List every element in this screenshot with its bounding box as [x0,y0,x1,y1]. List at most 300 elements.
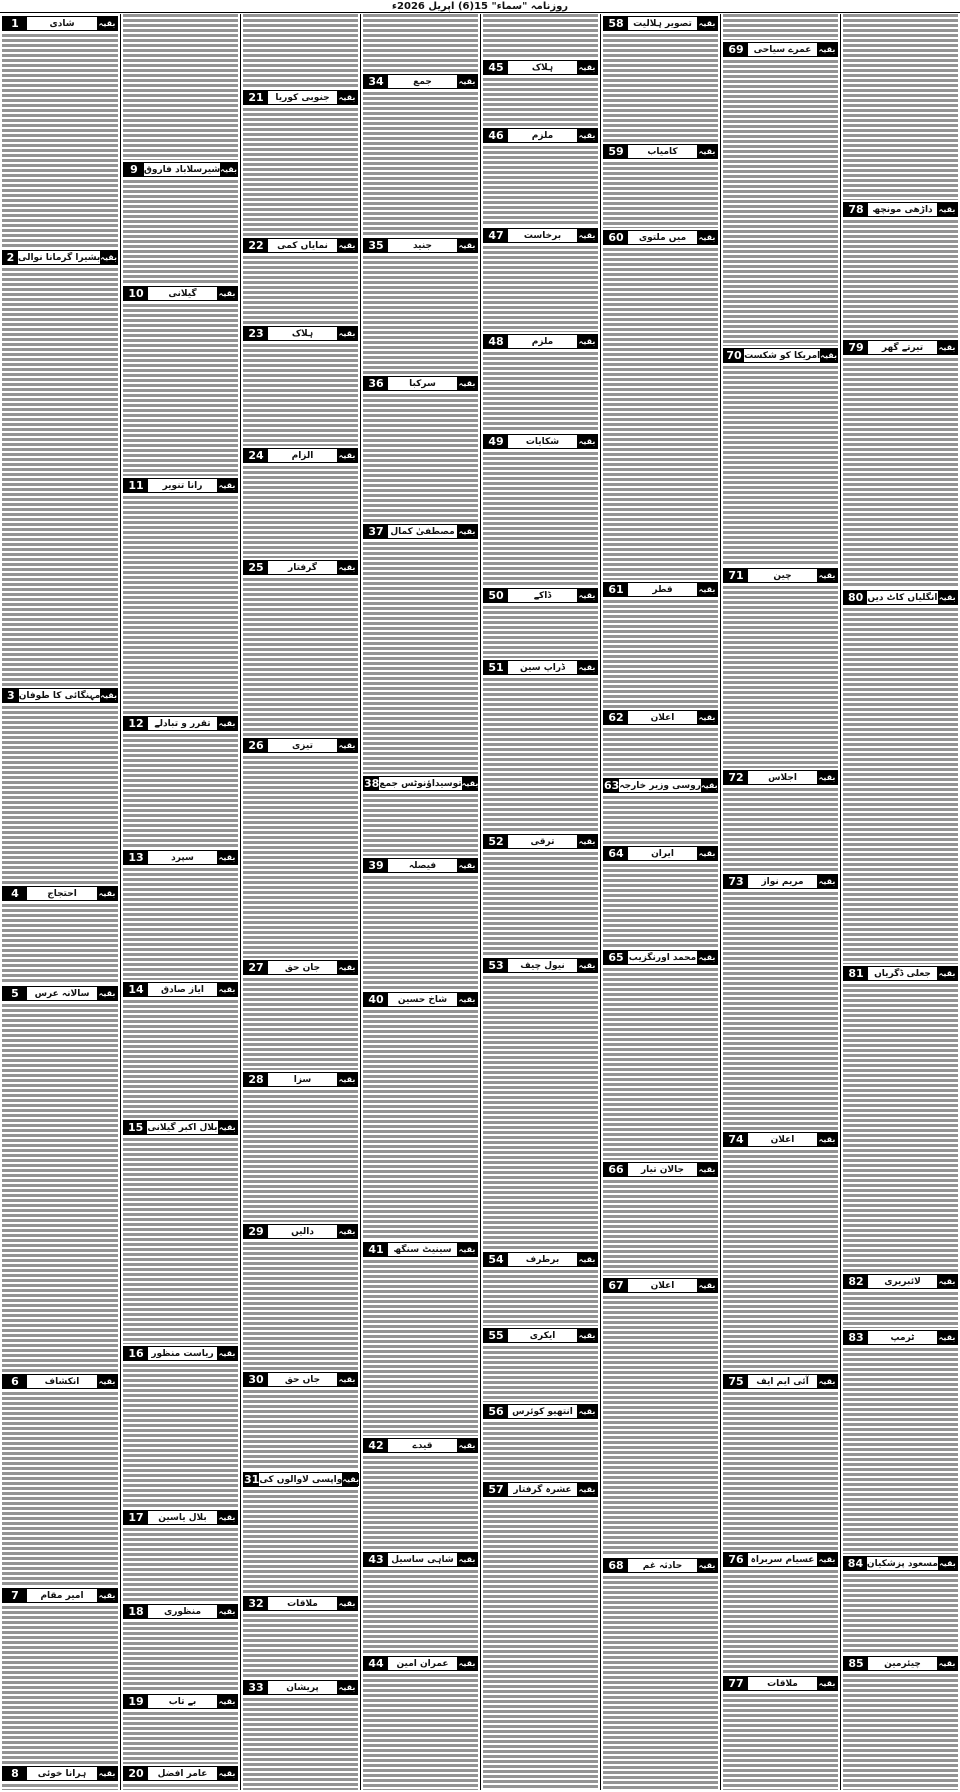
item-title: ریاست منظور [151,1348,214,1359]
continued-label: بقیہ [458,379,476,388]
item-header [123,982,238,997]
continued-label: بقیہ [938,205,956,214]
continued-label: بقیہ [578,1485,596,1494]
item-header [723,874,838,889]
continuation-item [483,226,598,332]
body-text [483,352,598,432]
item-header [243,560,358,575]
item-number: 33 [244,1681,268,1694]
continuation-item [123,1508,238,1602]
continuation-item [363,1654,478,1790]
item-title: عمرے سیاحی [753,44,812,55]
continued-label: بقیہ [342,1475,360,1484]
body-text [363,14,478,72]
item-header [483,334,598,349]
continued-label: بقیہ [578,591,596,600]
body-text [2,904,118,984]
item-header [483,228,598,243]
item-title: امیر مقام [40,1590,84,1601]
continued-label: بقیہ [100,691,117,700]
item-title: عامر افضل [157,1768,208,1779]
body-text [843,1674,958,1790]
body-text [2,1004,118,1372]
item-number: 57 [484,1483,508,1496]
item-header [603,582,718,597]
continuation-item [363,72,478,236]
item-header [603,778,718,793]
continued-label: بقیہ [818,1135,836,1144]
item-title: برخاست [523,230,562,241]
continued-label: بقیہ [938,593,956,602]
continued-label: بقیہ [698,147,716,156]
item-header [483,1328,598,1343]
item-header [2,986,118,1001]
continued-label: بقیہ [98,1591,116,1600]
item-number: 2 [3,251,18,264]
item-header [2,886,118,901]
continuation-item [723,1372,838,1550]
continuation-item [603,228,718,580]
continued-label: بقیہ [818,773,836,782]
continued-label: بقیہ [578,63,596,72]
item-number: 14 [124,983,148,996]
continued-text-block [243,14,358,88]
item-number: 32 [244,1597,268,1610]
continued-label: بقیہ [578,337,596,346]
body-text [123,14,238,160]
item-title: روسی وزیر خارجہ [619,780,701,791]
item-header [603,846,718,861]
item-number: 13 [124,851,148,864]
continuation-item [243,1594,358,1678]
continuation-item [843,1328,958,1554]
continued-label: بقیہ [218,719,236,728]
item-number: 21 [244,91,268,104]
item-number: 67 [604,1279,628,1292]
item-title: داڑھی مونچھ [872,204,933,215]
continuation-item [2,14,118,248]
body-text [123,180,238,284]
item-title: ایاز صادق [161,984,204,995]
continued-label: بقیہ [578,1331,596,1340]
continued-label: بقیہ [218,1769,236,1778]
body-text [2,706,118,884]
item-header [363,74,478,89]
body-text [603,968,718,1160]
continuation-item [603,1556,718,1790]
body-text [843,220,958,338]
item-number: 52 [484,835,508,848]
item-title: جنوبی کوریا [275,92,330,103]
item-number: 53 [484,959,508,972]
continuation-item [123,848,238,980]
item-title: جان حق [284,962,321,973]
continued-label: بقیہ [218,985,236,994]
item-title: شاہی ساسیل [391,1554,454,1565]
item-header [603,230,718,245]
item-header [843,1556,958,1571]
item-header [243,960,358,975]
body-text [603,1576,718,1790]
item-header [123,478,238,493]
body-text [483,678,598,832]
item-header [123,286,238,301]
item-number: 47 [484,229,508,242]
item-header [2,688,118,703]
body-text [243,108,358,236]
continued-label: بقیہ [818,1555,836,1564]
item-header [723,568,838,583]
item-title: شاخ حسین [397,994,448,1005]
masthead-title: روزنامہ "سماء" 15(6) اپریل 2026ء [391,0,569,12]
body-text [483,1346,598,1402]
body-text [483,606,598,658]
news-column [600,14,720,1790]
continued-label: بقیہ [461,779,479,788]
item-title: ملاقات [767,1678,798,1689]
continued-label: بقیہ [98,1377,116,1386]
item-number: 81 [844,967,868,980]
item-number: 11 [124,479,148,492]
item-number: 26 [244,739,268,752]
body-text [723,1392,838,1550]
continued-label: بقیہ [458,527,476,536]
news-column [840,14,960,1790]
continuation-item [603,844,718,948]
item-number: 8 [3,1767,27,1780]
item-number: 12 [124,717,148,730]
body-text [123,1622,238,1692]
continuation-item [243,446,358,558]
body-text [723,14,838,40]
continued-label: بقیہ [698,1561,716,1570]
item-number: 19 [124,1695,148,1708]
continued-label: بقیہ [98,989,116,998]
continued-label: بقیہ [578,837,596,846]
continuation-item [483,1250,598,1326]
item-header [843,202,958,217]
item-title: جاں حق [284,1374,321,1385]
item-title: میں ملتوی [638,232,687,243]
continued-label: بقیہ [218,1513,236,1522]
item-header [603,1558,718,1573]
continuation-item [363,374,478,522]
item-title: دالیں [291,1226,314,1237]
continued-label: بقیہ [698,849,716,858]
item-header [363,1656,478,1671]
continued-label: بقیہ [578,131,596,140]
body-text [123,496,238,714]
item-number: 75 [724,1375,748,1388]
news-column [720,14,840,1790]
item-header [483,1252,598,1267]
item-title: بلال یاسین [158,1512,207,1523]
continuation-item [723,872,838,1130]
item-number: 69 [724,43,748,56]
continuation-item [363,990,478,1240]
item-header [2,16,118,31]
item-number: 28 [244,1073,268,1086]
item-title: پریشان [286,1682,319,1693]
body-text [363,794,478,856]
item-number: 77 [724,1677,748,1690]
continued-label: بقیہ [698,713,716,722]
continued-label: بقیہ [220,165,237,174]
item-number: 6 [3,1375,27,1388]
item-header [603,16,718,31]
continued-label: بقیہ [578,961,596,970]
continued-label: بقیہ [338,1599,356,1608]
item-title: عشرہ گرفتار [513,1484,572,1495]
body-text [723,586,838,768]
body-text [123,1364,238,1508]
item-title: ترقی [530,836,555,847]
item-title: رانا تنویر [162,480,203,491]
item-number: 61 [604,583,628,596]
continuation-item [363,856,478,990]
item-header [2,1766,118,1781]
item-number: 59 [604,145,628,158]
continuation-item [483,1402,598,1480]
continued-text-block [123,14,238,160]
continued-label: بقیہ [818,1377,836,1386]
continued-label: بقیہ [98,1769,116,1778]
body-text [243,756,358,958]
item-number: 43 [364,1553,388,1566]
continued-label: بقیہ [338,963,356,972]
body-text [723,1150,838,1372]
item-number: 71 [724,569,748,582]
continued-label: بقیہ [98,889,116,898]
item-header [243,90,358,105]
continuation-item [483,956,598,1250]
continuation-item [723,1550,838,1674]
item-header [483,834,598,849]
continued-label: بقیہ [938,1277,956,1286]
continued-label: بقیہ [218,1123,236,1132]
continuation-item [243,88,358,236]
body-text [483,852,598,956]
item-title: اعلان [650,712,675,723]
continued-label: بقیہ [820,351,837,360]
continued-label: بقیہ [218,1697,236,1706]
continued-label: بقیہ [938,1333,956,1342]
item-title: ایران [651,848,674,859]
item-header [243,1072,358,1087]
item-title: جعلی ڈگریاں [874,968,931,979]
body-text [243,1698,358,1790]
continued-label: بقیہ [338,1227,356,1236]
continuation-item [603,142,718,228]
item-header [363,1552,478,1567]
item-header [123,850,238,865]
item-header [363,858,478,873]
item-number: 41 [364,1243,388,1256]
item-title: بے تاب [168,1696,197,1707]
item-number: 35 [364,239,388,252]
item-header [843,590,958,605]
continuation-item [843,1554,958,1654]
body-text [2,1606,118,1764]
item-number: 40 [364,993,388,1006]
item-number: 20 [124,1767,148,1780]
continuation-item [2,686,118,884]
item-header [843,1656,958,1671]
continuation-item [603,776,718,844]
body-text [363,542,478,774]
item-header [2,250,118,265]
continuation-item [243,736,358,958]
continued-label: بقیہ [938,969,956,978]
item-header [2,1374,118,1389]
item-number: 50 [484,589,508,602]
item-number: 85 [844,1657,868,1670]
continuation-item [2,884,118,984]
body-text [843,1348,958,1554]
continuation-item [363,1240,478,1436]
continued-label: بقیہ [338,741,356,750]
item-header [483,958,598,973]
item-number: 46 [484,129,508,142]
item-number: 56 [484,1405,508,1418]
continued-label: بقیہ [938,343,956,352]
continued-text-block [723,14,838,40]
continued-label: بقیہ [698,1281,716,1290]
masthead [0,0,960,13]
continued-label: بقیہ [578,231,596,240]
item-header [603,1278,718,1293]
body-text [363,876,478,990]
item-number: 29 [244,1225,268,1238]
continuation-item [243,1370,358,1470]
continuation-item [2,984,118,1372]
continuation-item [363,522,478,774]
continued-label: بقیہ [338,329,356,338]
item-header [483,60,598,75]
item-header [843,340,958,355]
item-number: 51 [484,661,508,674]
continued-label: بقیہ [458,861,476,870]
item-number: 34 [364,75,388,88]
item-title: چیئرمین [884,1658,921,1669]
item-number: 72 [724,771,748,784]
item-header [723,1374,838,1389]
continuation-item [123,160,238,284]
continuation-item [243,1222,358,1370]
continued-label: بقیہ [338,241,356,250]
continued-label: بقیہ [698,953,716,962]
item-title: تقرر و تبادلے [154,718,211,729]
body-text [2,268,118,686]
item-number: 54 [484,1253,508,1266]
body-text [123,1528,238,1602]
item-title: امریکا کو شکست [744,350,821,361]
item-header [603,710,718,725]
item-number: 4 [3,887,27,900]
body-text [603,162,718,228]
continued-label: بقیہ [458,995,476,1004]
continuation-item [123,714,238,848]
item-header [723,1132,838,1147]
continuation-item [483,432,598,586]
item-title: توسیداؤنوٹس جمع [379,778,462,789]
continuation-item [483,832,598,956]
item-header [123,162,238,177]
item-title: ملاقات [287,1598,318,1609]
news-column [120,14,240,1790]
continued-label: بقیہ [338,1683,356,1692]
item-number: 3 [3,689,19,702]
body-text [243,466,358,558]
item-header [243,238,358,253]
body-text [123,1000,238,1118]
continuation-item [843,1654,958,1790]
continued-text-block [363,14,478,72]
item-header [123,1604,238,1619]
item-title: انکشاف [44,1376,80,1387]
item-number: 30 [244,1373,268,1386]
continuation-item [483,58,598,126]
continuation-item [123,284,238,476]
continuation-item [363,1436,478,1550]
item-title: محمد اورنگزیب [628,952,697,963]
body-text [243,978,358,1070]
item-number: 45 [484,61,508,74]
continuation-item [363,774,478,856]
body-text [243,578,358,736]
item-number: 48 [484,335,508,348]
item-title: الزام [291,450,314,461]
item-number: 9 [124,163,144,176]
body-text [483,1500,598,1790]
continuation-item [483,1326,598,1402]
item-number: 82 [844,1275,868,1288]
body-text [723,1570,838,1674]
continuation-item [843,964,958,1272]
news-column [0,14,120,1790]
item-number: 42 [364,1439,388,1452]
continued-label: بقیہ [338,451,356,460]
body-text [363,92,478,236]
item-header [363,1242,478,1257]
continued-label: بقیہ [939,1559,956,1568]
continued-label: بقیہ [218,1607,236,1616]
body-text [843,14,958,200]
continuation-item [483,126,598,226]
item-number: 60 [604,231,628,244]
continuation-item [2,1372,118,1586]
continued-label: بقیہ [338,1075,356,1084]
body-text [243,1390,358,1470]
body-text [363,1260,478,1436]
item-number: 73 [724,875,748,888]
item-number: 78 [844,203,868,216]
item-title: گیلانی [168,288,197,299]
item-title: ہلاک [291,328,314,339]
item-header [243,448,358,463]
continued-label: بقیہ [698,1165,716,1174]
item-header [723,1676,838,1691]
item-header [123,1510,238,1525]
body-text [483,1422,598,1480]
continuation-item [363,1550,478,1654]
body-text [843,1574,958,1654]
continued-label: بقیہ [818,1679,836,1688]
body-text [483,146,598,226]
continued-label: بقیہ [698,19,716,28]
item-title: سالانہ عرس [34,988,90,999]
body-text [2,1392,118,1586]
